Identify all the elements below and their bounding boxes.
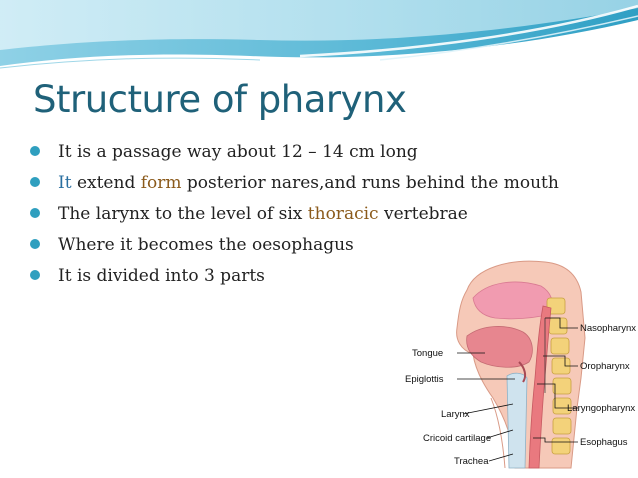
label-trachea: Trachea [454,456,489,467]
bullet-text: The larynx to the level of six [58,204,308,224]
bullet-text: posterior nares,and runs behind the mouth [181,173,559,193]
label-oropharynx: Oropharynx [580,361,630,372]
label-esophagus: Esophagus [580,437,628,448]
pharynx-anatomy-figure [395,258,638,478]
header-wave-decoration [0,0,638,80]
bullet-item [28,141,588,163]
bullet-dot [30,177,40,187]
bullet-text: It is a passage way about 12 – 14 cm long [58,142,418,162]
label-nasopharynx: Nasopharynx [580,323,636,334]
label-cricoid-cartilage: Cricoid cartilage [423,433,492,444]
label-epiglottis: Epiglottis [405,374,444,385]
label-laryngopharynx: Laryngopharynx [567,403,636,414]
larynx-trachea [507,373,527,468]
bullet-text-highlight: It [58,173,72,193]
bullet-text-highlight: form [140,173,182,193]
bullet-item [28,172,588,194]
slide-title: Structure of pharynx [33,78,407,121]
bullet-text-highlight: thoracic [307,204,379,224]
bullet-text: extend [71,173,141,193]
label-larynx: Larynx [441,409,470,420]
bullet-text: Where it becomes the oesophagus [58,235,354,255]
bullet-text: vertebrae [378,204,468,224]
label-tongue: Tongue [412,348,444,359]
bullet-item [28,234,588,256]
bullet-dot [30,146,40,156]
bullet-dot [30,239,40,249]
bullet-dot [30,270,40,280]
bullet-text: It is divided into 3 parts [58,266,265,286]
bullet-dot [30,208,40,218]
bullet-item [28,203,588,225]
